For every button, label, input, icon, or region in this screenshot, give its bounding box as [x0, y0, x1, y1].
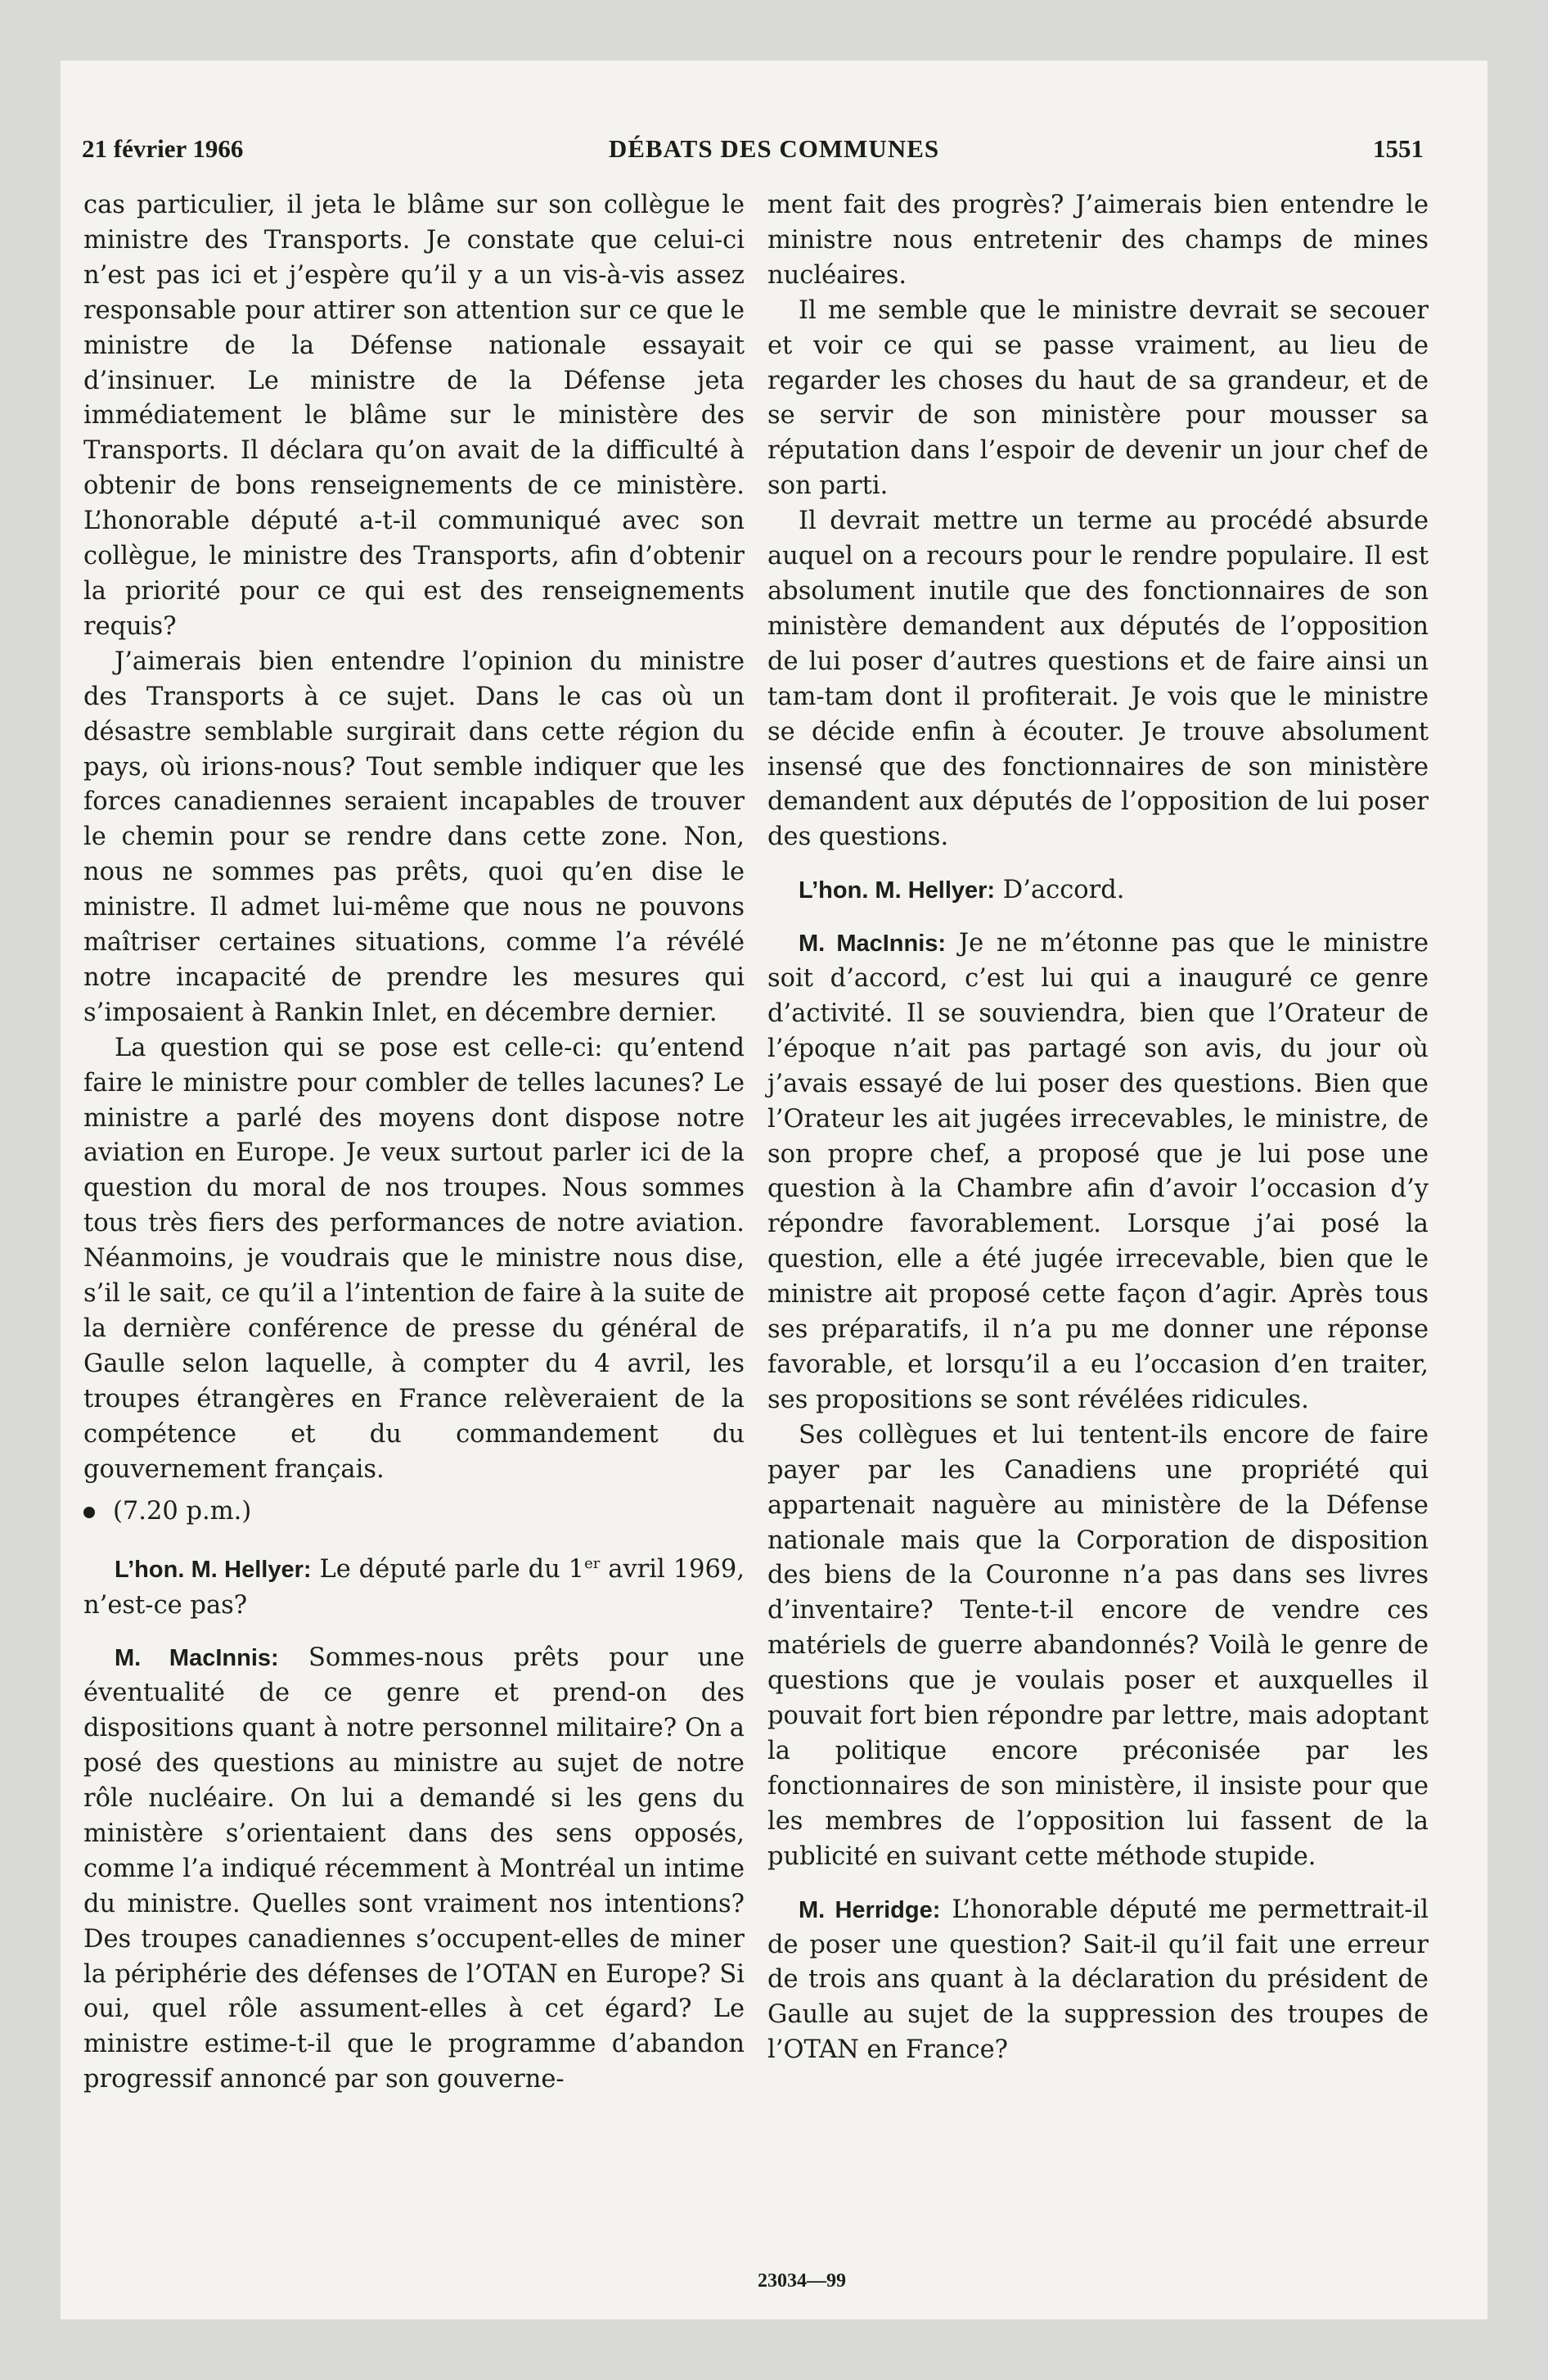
speech-hellyer [767, 873, 1429, 908]
speech-text: Le député parle du 1 [319, 1555, 585, 1584]
right-column [767, 188, 1429, 2068]
speech-text: Sommes-nous prêts pour une éventualité de ce genre et prend-on des dispositions quant à notre personnel militaire? On a posé des questions au ministre au sujet de notre rôle nucléaire. On lui a demandé si les gens du ministère s’orientaient dans des sens opposés, comme l’a indiqué récemment à Montréal un intime du ministre. Quelles sont vraiment nos intentions? Des troupes canadiennes s’occupent-elles de miner la périphérie des défenses de l’OTAN en Europe? Si oui, quel rôle assument-elles à cet égard? Le ministre estime-t-il que le programme d’abandon progressif annoncé par son gouverne- [83, 1643, 745, 2094]
speaker-name: M. Herridge: [799, 1896, 941, 1923]
speaker-name: M. MacInnis: [115, 1645, 279, 1672]
paragraph: Ses collègues et lui tentent-ils encore de faire payer par les Canadiens une propriété qui appartenait naguère au ministère de la Défense nationale mais que la Corporation de disposition des biens de la Couronne n’a pas dans ses livres d’inventaire? Tente-t-il encore de vendre ces matériels de guerre abandonnés? Voilà le genre de questions que je voulais poser et auxquelles il pouvait fort bien répondre par lettre, mais adoptant la politique encore préconisée par les fonctionnaires de son ministère, il insiste pour que les membres de l’opposition lui fassent de la publicité en suivant cette méthode stupide. [767, 1420, 1429, 1871]
timestamp: (7.20 p.m.) [113, 1496, 252, 1526]
speech-text: avril 1969, n’est-ce pas? [83, 1555, 745, 1620]
left-column [83, 188, 745, 2098]
speech-text: Je ne m’étonne pas que le ministre soit d’accord, c’est lui qui a inauguré ce genre d’activité. Il se souviendra, bien que l’Orateur de l’époque n’ait pas partagé son avis, du jour où j’avais essayé de lui poser des questions. Bien que l’Orateur les ait jugées irrecevables, le ministre, de son propre chef, a proposé que je lui pose une question à la Chambre afin d’avoir l’occasion d’y répondre favorablement. Lorsque j’ai posé la question, elle a été jugée irrecevable, bien que le ministre ait proposé cette façon d’agir. Après tous ses préparatifs, il n’a pu me donner une réponse favorable, et lorsqu’il a eu l’occasion d’en traiter, ses propositions se sont révélées ridicules. [767, 929, 1429, 1414]
footer-signature-code: 23034—99 [758, 2270, 846, 2292]
speech-text: L’honorable député me permettrait-il de poser une question? Sait-il qu’il fait une erreur de trois ans quant à la déclaration du président de Gaulle au sujet de la suppression des troupes de l’OTAN en France? [767, 1895, 1429, 2065]
speaker-name: L’hon. M. Hellyer: [115, 1557, 312, 1584]
speech-text: D’accord. [1002, 876, 1125, 905]
running-header [61, 134, 1487, 175]
speaker-name: L’hon. M. Hellyer: [799, 877, 996, 904]
paragraph: cas particulier, il jeta le blâme sur son collègue le ministre des Transports. Je constate que celui-ci n’est pas ici et j’espère qu’il y a un vis-à-vis assez responsable pour attirer son attention sur ce que le ministre de la Défense nationale essayait d’insinuer. Le ministre de la Défense jeta immédiatement le blâme sur le ministère des Transports. Il déclara qu’on avait de la difficulté à obtenir de bons renseignements de ce ministère. L’honorable député a-t-il communiqué avec son collègue, le ministre des Transports, afin d’obtenir la priorité pour ce qui est des renseignements requis? [83, 191, 745, 641]
speech-hellyer [83, 1547, 745, 1623]
timestamp-line [83, 1494, 745, 1530]
bullet-icon [83, 1507, 95, 1518]
speech-herridge [767, 1893, 1429, 2069]
paragraph: Il devrait mettre un terme au procédé absurde auquel on a recours pour le rendre populaire. Il est absolument inutile que des fonctionnaires de son ministère demandent aux députés de l’opposition de lui poser d’autres questions et de faire ainsi un tam-tam dont il profiterait. Je vois que le ministre se décide enfin à écouter. Je trouve absolument insensé que des fonctionnaires de son ministère demandent aux députés de l’opposition de lui poser des questions. [767, 507, 1429, 852]
paragraph: J’aimerais bien entendre l’opinion du ministre des Transports à ce sujet. Dans le cas où un désastre semblable surgirait dans cette région du pays, où irions-nous? Tout semble indiquer que les forces canadiennes seraient incapables de trouver le chemin pour se rendre dans cette zone. Non, nous ne sommes pas prêts, quoi qu’en dise le ministre. Il admet lui-même que nous ne pouvons maîtriser certaines situations, comme l’a révélé notre incapacité de prendre les mesures qui s’imposaient à Rankin Inlet, en décembre dernier. [83, 647, 745, 1027]
ordinal-superscript: er [584, 1555, 601, 1573]
paragraph: Il me semble que le ministre devrait se secouer et voir ce qui se passe vraiment, au lieu de regarder les choses du haut de sa grandeur, et de se servir de son ministère pour mousser sa réputation dans l’espoir de devenir un jour chef de son parti. [767, 295, 1429, 501]
header-title: DÉBATS DES COMMUNES [608, 134, 940, 163]
speech-macinnis [767, 926, 1429, 1418]
speech-macinnis [83, 1641, 745, 2098]
header-page-number: 1551 [1373, 134, 1424, 163]
paragraph: ment fait des progrès? J’aimerais bien entendre le ministre nous entretenir des champs de mines nucléaires. [767, 191, 1429, 290]
header-date: 21 février 1966 [82, 134, 244, 163]
paragraph: La question qui se pose est celle-ci: qu’entend faire le ministre pour combler de telles lacunes? Le ministre a parlé des moyens dont dispose notre aviation en Europe. Je veux surtout parler ici de la question du moral de nos troupes. Nous sommes tous très fiers des performances de notre aviation. Néanmoins, je voudrais que le ministre nous dise, s’il le sait, ce qu’il a l’intention de faire à la suite de la dernière conférence de presse du général de Gaulle selon laquelle, à compter du 4 avril, les troupes étrangères en France relèveraient de la compétence et du commandement du gouvernement français. [83, 1033, 745, 1484]
speaker-name: M. MacInnis: [799, 931, 947, 958]
document-page [61, 61, 1487, 2319]
